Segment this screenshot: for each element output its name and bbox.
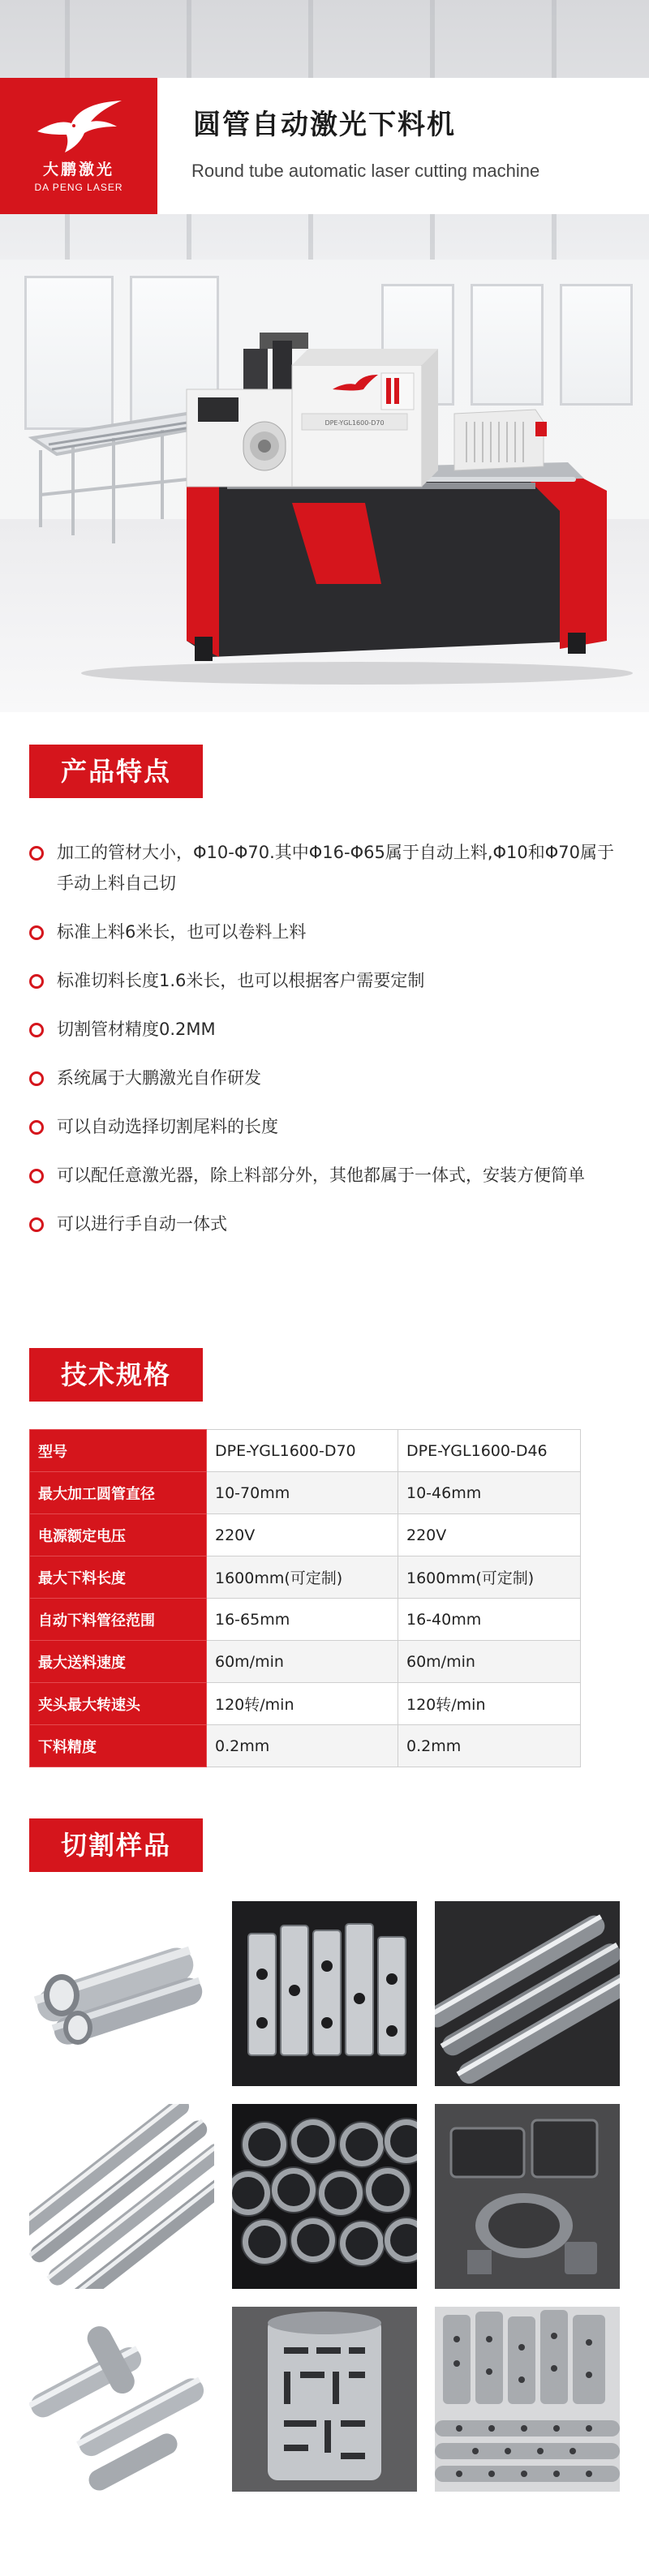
spec-value: DPE-YGL1600-D46 — [398, 1430, 581, 1472]
circle-bullet-icon — [29, 1120, 44, 1135]
spec-label: 夹头最大转速头 — [30, 1683, 207, 1725]
circle-bullet-icon — [29, 925, 44, 940]
sample-image-patterned-cylinder — [232, 2307, 417, 2492]
sample-image-perforated-tubes — [435, 2307, 620, 2492]
sample-image-steel-tubes — [29, 1901, 214, 2086]
table-row — [30, 1472, 581, 1514]
feature-item: 可以进行手自动一体式 — [29, 1209, 630, 1239]
table-row — [30, 1556, 581, 1599]
spec-value: 220V — [207, 1514, 398, 1556]
spec-value: 60m/min — [398, 1641, 581, 1683]
feature-item: 系统属于大鹏激光自作研发 — [29, 1063, 630, 1093]
page-subtitle: Round tube automatic laser cutting machine — [191, 161, 540, 181]
sample-image-polished-tubes — [435, 1901, 620, 2086]
feature-item: 加工的管材大小，Φ10-Φ70.其中Φ16-Φ65属于自动上料,Φ10和Φ70属于手动上料自己切 — [29, 837, 630, 899]
machine-model-label: DPE-YGL1600-D70 — [324, 419, 385, 427]
table-row — [30, 1725, 581, 1767]
title-bar — [157, 78, 649, 214]
spec-label: 型号 — [30, 1430, 207, 1472]
feature-item: 切割管材精度0.2MM — [29, 1014, 630, 1045]
sample-image-tube-stack — [232, 2104, 417, 2289]
spec-value: 0.2mm — [207, 1725, 398, 1767]
spec-value: 10-70mm — [207, 1472, 398, 1514]
brand-logo — [0, 78, 157, 214]
sample-image-tube-joints — [29, 2307, 214, 2492]
feature-item: 可以自动选择切割尾料的长度 — [29, 1111, 630, 1142]
spec-label: 最大下料长度 — [30, 1556, 207, 1599]
circle-bullet-icon — [29, 1169, 44, 1183]
feature-item: 可以配任意激光器，除上料部分外，其他都属于一体式，安装方便简单 — [29, 1160, 630, 1191]
sample-image-tube-bundle — [232, 1901, 417, 2086]
feature-item: 标准切料长度1.6米长，也可以根据客户需要定制 — [29, 965, 630, 996]
spec-label: 自动下料管径范围 — [30, 1599, 207, 1641]
table-row — [30, 1430, 581, 1472]
spec-value: 10-46mm — [398, 1472, 581, 1514]
laser-cutting-machine-image — [0, 316, 649, 689]
eagle-icon — [34, 99, 125, 156]
spec-value: 220V — [398, 1514, 581, 1556]
spec-value: 16-40mm — [398, 1599, 581, 1641]
brand-name-cn: 大鹏激光 — [42, 161, 114, 178]
spec-label: 下料精度 — [30, 1725, 207, 1767]
spec-value: 60m/min — [207, 1641, 398, 1683]
brand-name-en: DA PENG LASER — [34, 182, 123, 193]
table-row — [30, 1514, 581, 1556]
circle-bullet-icon — [29, 1217, 44, 1232]
circle-bullet-icon — [29, 1071, 44, 1086]
spec-label: 最大加工圆管直径 — [30, 1472, 207, 1514]
spec-value: 0.2mm — [398, 1725, 581, 1767]
loading-rack — [32, 414, 211, 543]
page-title: 圆管自动激光下料机 — [193, 109, 456, 141]
features-heading: 产品特点 — [29, 745, 203, 798]
spec-value: 1600mm(可定制) — [398, 1556, 581, 1599]
spec-value: 1600mm(可定制) — [207, 1556, 398, 1599]
specs-heading: 技术规格 — [29, 1348, 203, 1402]
circle-bullet-icon — [29, 1023, 44, 1037]
spec-table — [29, 1429, 581, 1767]
spec-value: 120转/min — [398, 1683, 581, 1725]
sample-image-cut-parts — [435, 2104, 620, 2289]
sample-image-angled-tubes — [29, 2104, 214, 2289]
circle-bullet-icon — [29, 846, 44, 861]
table-row — [30, 1683, 581, 1725]
spec-value: DPE-YGL1600-D70 — [207, 1430, 398, 1472]
circle-bullet-icon — [29, 974, 44, 989]
feature-item: 标准上料6米长，也可以卷料上料 — [29, 917, 630, 947]
hero-banner — [0, 0, 649, 712]
spec-label: 最大送料速度 — [30, 1641, 207, 1683]
features-list — [29, 837, 630, 1239]
spec-label: 电源额定电压 — [30, 1514, 207, 1556]
table-row — [30, 1641, 581, 1683]
table-row — [30, 1599, 581, 1641]
spec-value: 120转/min — [207, 1683, 398, 1725]
spec-value: 16-65mm — [207, 1599, 398, 1641]
samples-heading: 切割样品 — [29, 1818, 203, 1872]
